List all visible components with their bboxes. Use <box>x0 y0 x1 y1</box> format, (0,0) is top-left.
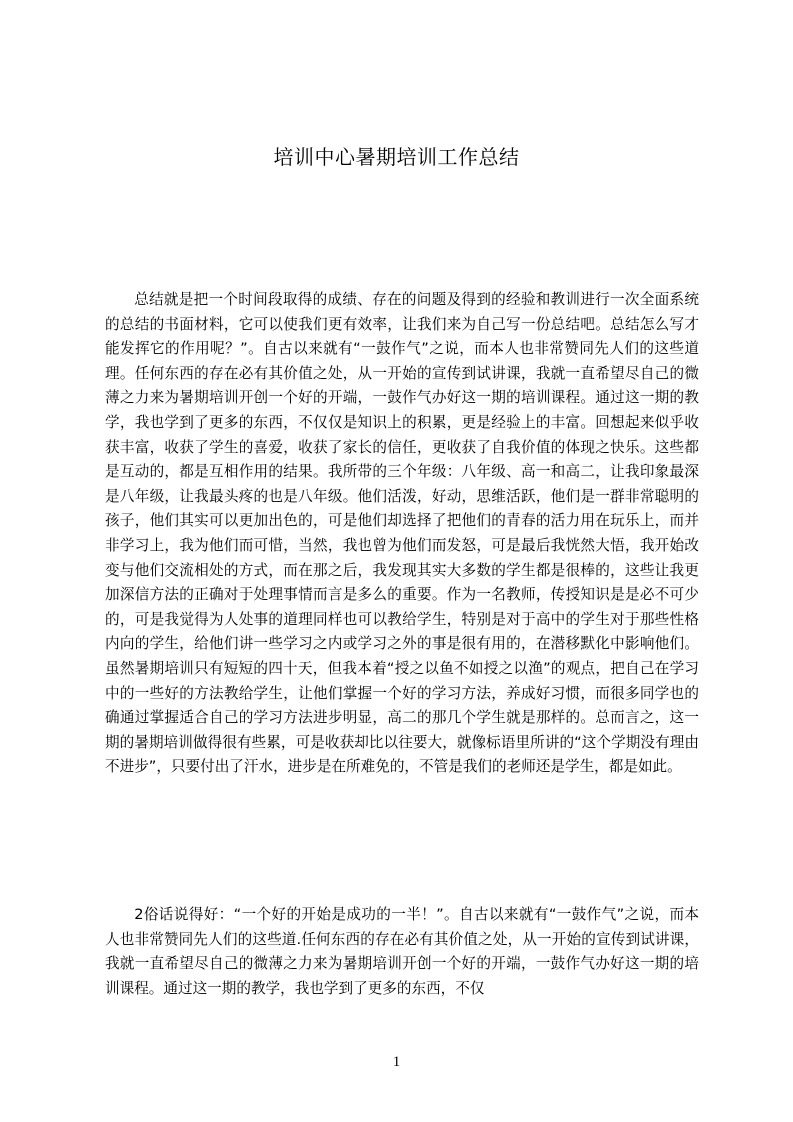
document-title: 培训中心暑期培训工作总结 <box>273 145 520 169</box>
page-number: 1 <box>392 1054 401 1070</box>
body-paragraph-1: 总结就是把一个时间段取得的成绩、存在的问题及得到的经验和教训进行一次全面系统的总结的书面材料，它可以使我们更有效率，让我们来为自己写一份总结吧。总结怎么写才能发挥它的作用呢？”。自古以来就有“一鼓作气”之说，而本人也非常赞同先人们的这些道理。任何东西的存在必有其价值之处，从一开始的宣传到试讲课，我就一直希望尽自己的微薄之力来为暑期培训开创一个好的开端，一鼓作气办好这一期的培训课程。通过这一期的教学，我也学到了更多的东西，不仅仅是知识上的积累，更是经验上的丰富。回想起来似乎收获丰富，收获了学生的喜爱，收获了家长的信任，更收获了自我价值的体现之快乐。这些都是互动的，都是互相作用的结果。我所带的三个年级：八年级、高一和高二，让我印象最深是八年级，让我最头疼的也是八年级。他们活泼，好动，思维活跃，他们是一群非常聪明的孩子，他们其实可以更加出色的，可是他们却选择了把他们的青春的活力用在玩乐上，而并非学习上，我为他们而可惜，当然，我也曾为他们而发怒，可是最后我恍然大悟，我开始改变与他们交流相处的方式，而在那之后，我发现其实大多数的学生都是很棒的，这些让我更加深信方法的正确对于处理事情而言是多么的重要。作为一名教师，传授知识是是必不可少的，可是我觉得为人处事的道理同样也可以教给学生，特别是对于高中的学生对于那些性格内向的学生，给他们讲一些学习之内或学习之外的事是很有用的，在潜移默化中影响他们。虽然暑期培训只有短短的四十天，但我本着“授之以鱼不如授之以渔”的观点，把自己在学习中的一些好的方法教给学生，让他们掌握一个好的学习方法，养成好习惯，而很多同学也的确通过掌握适合自己的学习方法进步明显，高二的那几个学生就是那样的。总而言之，这一期的暑期培训做得很有些累，可是收获却比以往要大，就像标语里所讲的“这个学期没有理由不进步”，只要付出了汗水，进步是在所难免的，不管是我们的老师还是学生，都是如此。 <box>105 291 699 776</box>
body-paragraph-2: 2俗话说得好：“一个好的开始是成功的一半！”。自古以来就有“一鼓作气”之说，而本人也非常赞同先人们的这些道.任何东西的存在必有其价值之处，从一开始的宣传到试讲课，我就一直希望尽自己的微薄之力来为暑期培训开创一个好的开端，一鼓作气办好这一期的培训课程。通过这一期的教学，我也学到了更多的东西，不仅 <box>105 906 699 997</box>
